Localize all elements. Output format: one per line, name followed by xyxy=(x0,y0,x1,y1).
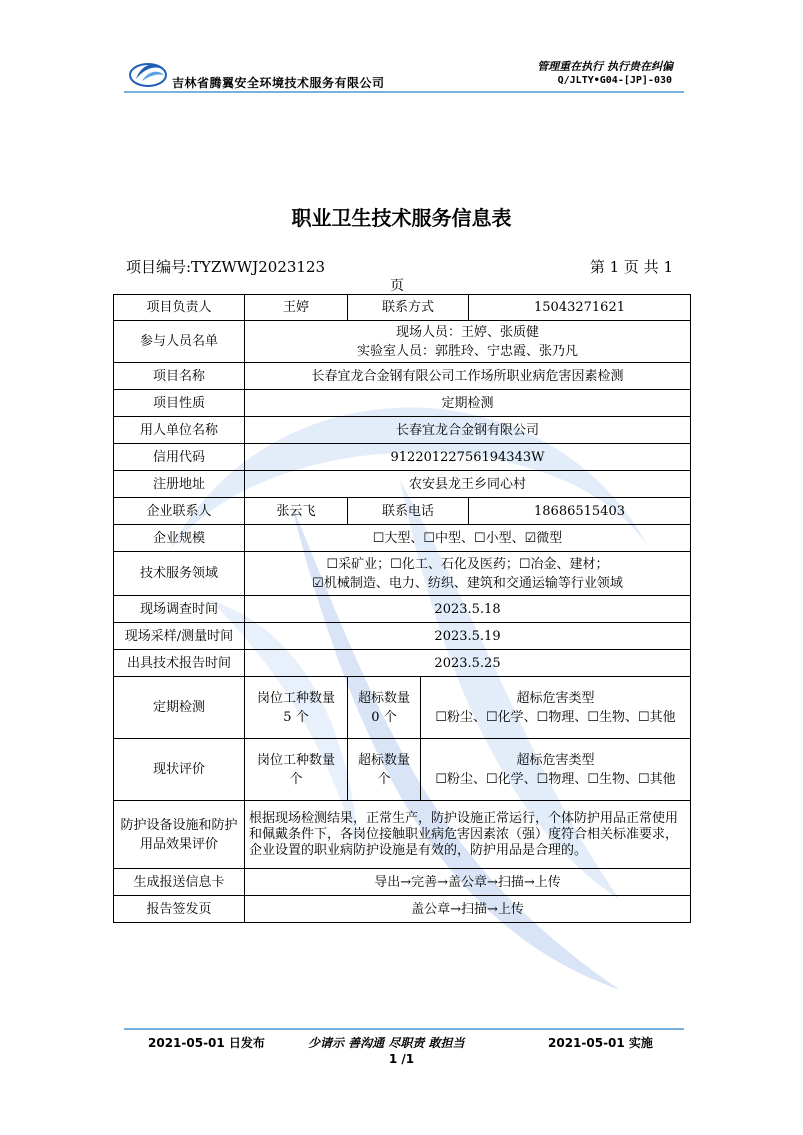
job-count-cell xyxy=(245,739,348,801)
cell-value: 定期检测 xyxy=(245,390,691,417)
cell-label: 参与人员名单 xyxy=(114,321,245,363)
table-row xyxy=(114,896,691,923)
hazard-type-options: ☐粉尘、☐化学、☐物理、☐生物、☐其他 xyxy=(435,771,676,787)
cell-value: 张云飞 xyxy=(245,498,348,525)
table-row xyxy=(114,295,691,321)
cell-label: 信用代码 xyxy=(114,444,245,471)
cell-label: 项目性质 xyxy=(114,390,245,417)
over-limit-cell xyxy=(348,677,421,739)
table-row xyxy=(114,525,691,552)
table-row xyxy=(114,869,691,896)
cell-value: 91220122756194343W xyxy=(245,444,691,471)
header-divider xyxy=(124,91,684,93)
footer-divider xyxy=(124,1028,684,1030)
participants-line-2: 实验室人员：郭胜玲、宁忠霞、张乃凡 xyxy=(357,343,579,359)
hazard-type-cell xyxy=(421,739,691,801)
cell-value: 2023.5.18 xyxy=(245,596,691,623)
cell-label: 项目名称 xyxy=(114,363,245,390)
page-number: 1 /1 xyxy=(388,1052,415,1066)
job-count-label: 岗位工种数量 xyxy=(256,690,335,706)
cell-label: 出具技术报告时间 xyxy=(114,650,245,677)
participants-line-1: 现场人员：王婷、张质健 xyxy=(396,324,540,340)
company-name: 吉林省腾翼安全环境技术服务有限公司 xyxy=(172,76,385,90)
cell-label: 生成报送信息卡 xyxy=(114,869,245,896)
cell-value xyxy=(245,321,691,363)
cell-label: 注册地址 xyxy=(114,471,245,498)
cell-label: 用人单位名称 xyxy=(114,417,245,444)
service-field-line-2: ☑机械制造、电力、纺织、建筑和交通运输等行业领域 xyxy=(312,575,623,591)
cell-value: 王婷 xyxy=(245,295,348,321)
table-row xyxy=(114,596,691,623)
project-number: 项目编号:TYZWWJ2023123 xyxy=(126,258,326,276)
cell-label: 技术服务领域 xyxy=(114,552,245,596)
cell-label: 联系电话 xyxy=(348,498,469,525)
page-counter-wrap: 页 xyxy=(390,278,404,294)
cell-value: 18686515403 xyxy=(469,498,691,525)
page-title: 职业卫生技术服务信息表 xyxy=(291,206,512,230)
table-row xyxy=(114,677,691,739)
cell-label: 现状评价 xyxy=(114,739,245,801)
cell-label: 现场调查时间 xyxy=(114,596,245,623)
job-count-value: 个 xyxy=(289,771,303,787)
cell-value: ☐大型、☐中型、☐小型、☑微型 xyxy=(245,525,691,552)
table-row xyxy=(114,363,691,390)
over-limit-label: 超标数量 xyxy=(357,752,410,768)
publish-date: 2021-05-01 日发布 xyxy=(148,1036,265,1050)
implement-date: 2021-05-01 实施 xyxy=(548,1036,653,1050)
table-row xyxy=(114,498,691,525)
job-count-value: 5 个 xyxy=(283,709,309,725)
service-info-table xyxy=(113,294,691,923)
company-motto: 管理重在执行 执行贵在纠偏 xyxy=(537,60,673,73)
cell-value: 15043271621 xyxy=(469,295,691,321)
cell-value: 长春宜龙合金钢有限公司 xyxy=(245,417,691,444)
cell-label: 报告签发页 xyxy=(114,896,245,923)
table-row xyxy=(114,321,691,363)
table-row xyxy=(114,417,691,444)
job-count-label: 岗位工种数量 xyxy=(256,752,335,768)
cell-label: 定期检测 xyxy=(114,677,245,739)
job-count-cell xyxy=(245,677,348,739)
cell-value: 2023.5.25 xyxy=(245,650,691,677)
over-limit-label: 超标数量 xyxy=(357,690,410,706)
document-code: Q/JLTY•G04-[JP]-030 xyxy=(557,75,672,86)
cell-value: 长春宜龙合金钢有限公司工作场所职业病危害因素检测 xyxy=(245,363,691,390)
hazard-type-title: 超标危害类型 xyxy=(516,690,595,706)
table-row xyxy=(114,444,691,471)
hazard-type-options: ☐粉尘、☐化学、☐物理、☐生物、☐其他 xyxy=(435,709,676,725)
hazard-type-cell xyxy=(421,677,691,739)
cell-label: 联系方式 xyxy=(348,295,469,321)
cell-value: 盖公章→扫描→上传 xyxy=(245,896,691,923)
table-row xyxy=(114,471,691,498)
cell-value: 2023.5.19 xyxy=(245,623,691,650)
cell-label: 防护设备设施和防护用品效果评价 xyxy=(114,801,245,869)
table-row xyxy=(114,739,691,801)
cell-label: 企业联系人 xyxy=(114,498,245,525)
over-limit-value: 个 xyxy=(377,771,391,787)
cell-label: 现场采样/测量时间 xyxy=(114,623,245,650)
table-row xyxy=(114,801,691,869)
cell-value xyxy=(245,552,691,596)
cell-label: 企业规模 xyxy=(114,525,245,552)
company-logo-icon xyxy=(128,55,168,89)
cell-value: 导出→完善→盖公章→扫描→上传 xyxy=(245,869,691,896)
hazard-type-title: 超标危害类型 xyxy=(516,752,595,768)
cell-value: 农安县龙王乡同心村 xyxy=(245,471,691,498)
over-limit-cell xyxy=(348,739,421,801)
page-counter: 第 1 页 共 1 xyxy=(589,258,673,276)
over-limit-value: 0 个 xyxy=(371,709,397,725)
service-field-line-1: ☐采矿业；☐化工、石化及医药；☐冶金、建材； xyxy=(326,556,609,572)
table-row xyxy=(114,650,691,677)
table-row xyxy=(114,390,691,417)
table-row xyxy=(114,552,691,596)
evaluation-text: 根据现场检测结果，正常生产，防护设施正常运行，个体防护用品正常使用和佩戴条件下，各岗位接触职业病危害因素浓（强）度符合相关标准要求，企业设置的职业病防护设施是有效的，防护用品是合理的。 xyxy=(245,801,691,869)
table-row xyxy=(114,623,691,650)
cell-label: 项目负责人 xyxy=(114,295,245,321)
footer-slogan: 少请示 善沟通 尽职责 敢担当 xyxy=(308,1036,465,1050)
